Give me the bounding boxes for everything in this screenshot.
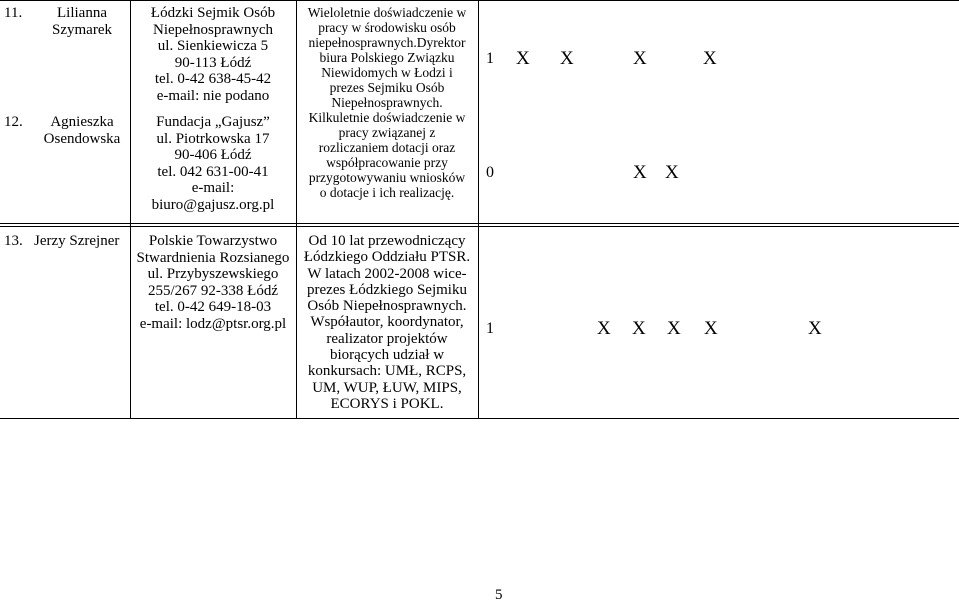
row-number: 11. bbox=[4, 5, 23, 21]
organization-details: Fundacja „Gajusz” ul. Piotrkowska 17 90-406 Łódź tel. 042 631-00-41 e-mail: biuro@gajusz.org.pl bbox=[151, 114, 275, 213]
organization-details: Polskie Towarzystwo Stwardnienia Rozsianego ul. Przybyszewskiego 255/267 92-338 Łódź tel. 0-42 649-18-03 e-mail: lodz@ptsr.org.pl bbox=[136, 233, 290, 332]
person-name: Agnieszka Osendowska bbox=[43, 114, 121, 147]
criterion-mark: X bbox=[633, 162, 647, 183]
score-value: 1 bbox=[486, 50, 494, 67]
criterion-mark: X bbox=[808, 318, 822, 339]
criterion-mark: X bbox=[632, 318, 646, 339]
criterion-mark: X bbox=[597, 318, 611, 339]
experience-description: Wieloletnie doświadczenie w pracy w środowisku osób niepełnosprawnych.Dyrektor biura Polskiego Związku Niewidomych w Łodzi i prezes Sejmiku Osób Niepełnosprawnych. Kilkuletnie doświadczenie w pracy związanej z rozliczaniem dotacji oraz współpracowanie przy przygotowywaniu wniosków o dotacje i ich realizację. bbox=[307, 5, 467, 200]
criterion-mark: X bbox=[667, 318, 681, 339]
criterion-mark: X bbox=[633, 48, 647, 69]
column-divider-3 bbox=[478, 0, 479, 419]
table-border-top bbox=[0, 0, 959, 1]
row-divider-12-13 bbox=[0, 223, 959, 224]
criterion-mark: X bbox=[560, 48, 574, 69]
page-number: 5 bbox=[495, 587, 503, 603]
row-number: 12. bbox=[4, 114, 23, 130]
criterion-mark: X bbox=[703, 48, 717, 69]
criterion-mark: X bbox=[704, 318, 718, 339]
organization-details: Łódzki Sejmik Osób Niepełnosprawnych ul. Sienkiewicza 5 90-113 Łódź tel. 0-42 638-45-42 e-mail: nie podano bbox=[150, 5, 276, 104]
criterion-mark: X bbox=[516, 48, 530, 69]
row-divider-12-13-double bbox=[0, 226, 959, 227]
criterion-mark: X bbox=[665, 162, 679, 183]
person-name: Jerzy Szrejner bbox=[34, 233, 120, 249]
person-name: Lilianna Szymarek bbox=[52, 5, 112, 38]
table-border-bottom bbox=[0, 418, 959, 419]
score-value: 0 bbox=[486, 164, 494, 181]
score-value: 1 bbox=[486, 320, 494, 337]
row-number: 13. bbox=[4, 233, 23, 249]
experience-description: Od 10 lat przewodniczący Łódzkiego Oddziału PTSR. W latach 2002-2008 wice- prezes Łódzkiego Sejmiku Osób Niepełnosprawnych. Współautor, koordynator, realizator projektów biorących udział w konkursach: UMŁ, RCPS, UM, WUP, ŁUW, MIPS, ECORYS i POKL. bbox=[303, 233, 471, 412]
